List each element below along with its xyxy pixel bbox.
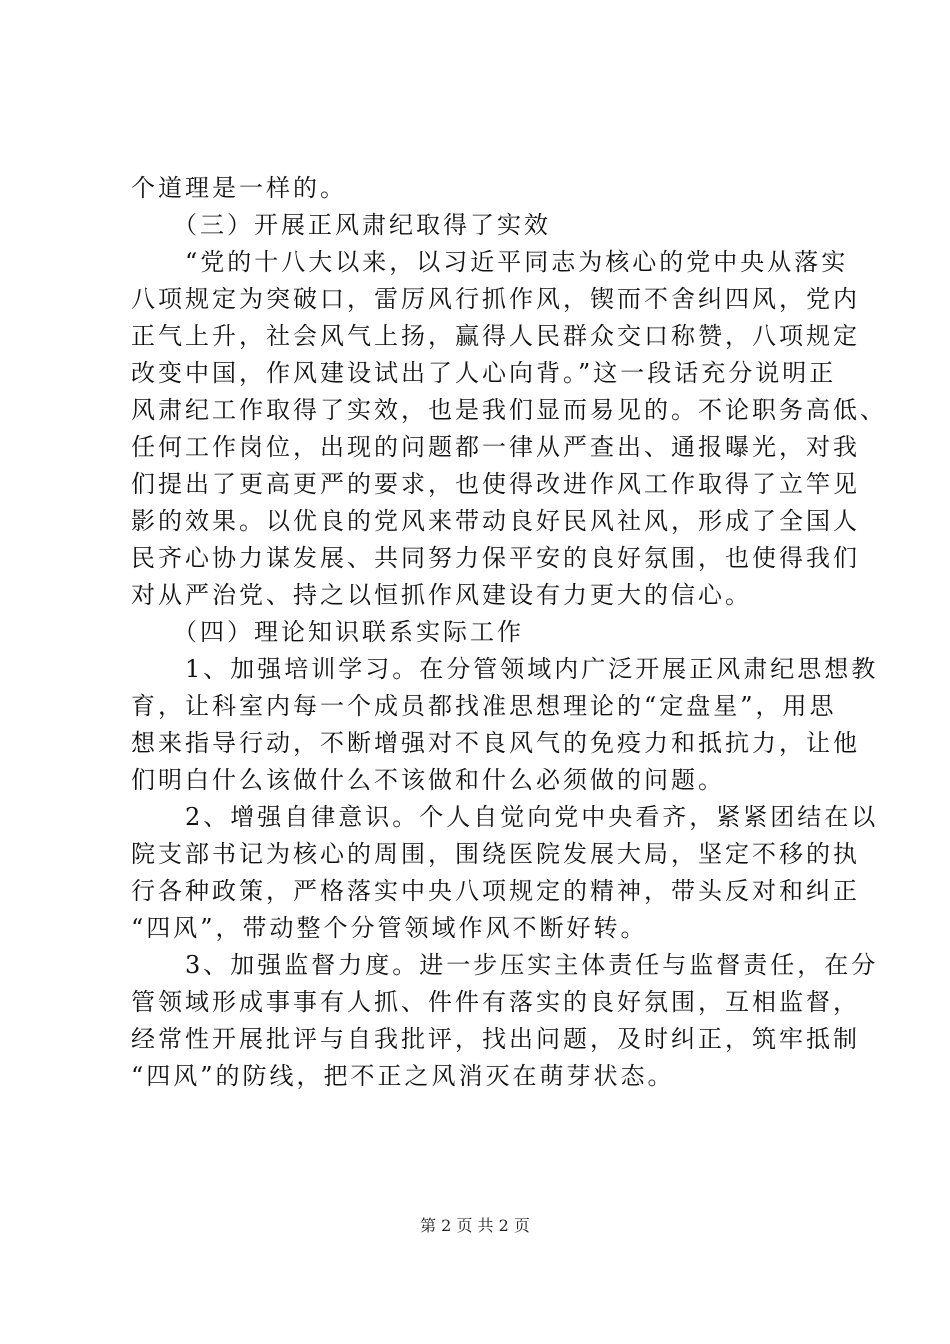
document-body: [131, 170, 887, 1095]
text-line: “党的十八大以来，以习近平同志为核心的党中央从落实: [131, 248, 849, 276]
text-line: 经常性开展批评与自我批评，找出问题，及时纠正，筑牢抵制: [131, 1025, 860, 1053]
section-heading-3: （三）开展正风肃纪取得了实效: [131, 211, 551, 239]
text-line: 们提出了更高更严的要求，也使得改进作风工作取得了立竿见: [131, 470, 860, 498]
text-line: 民齐心协力谋发展、共同努力保平安的良好氛围，也使得我们: [131, 544, 860, 572]
text-line: 任何工作岗位，出现的问题都一律从严查出、通报曝光，对我: [131, 433, 860, 461]
text-line: 想来指导行动，不断增强对不良风气的免疫力和抵抗力，让他: [131, 729, 860, 757]
text-line: 正气上升，社会风气上扬，赢得人民群众交口称赞，八项规定: [131, 322, 860, 350]
text-line: 管领域形成事事有人抓、件件有落实的良好氛围，互相监督，: [131, 988, 860, 1016]
text-line: 影的效果。以优良的党风来带动良好民风社风，形成了全国人: [131, 507, 860, 535]
text-line: 们明白什么该做什么不该做和什么必须做的问题。: [131, 766, 725, 794]
text-line: 个道理是一样的。: [131, 174, 347, 202]
text-line: 育，让科室内每一个成员都找准思想理论的“定盘星”，用思: [131, 692, 837, 720]
text-line: 1、加强培训学习。在分管领域内广泛开展正风肃纪思想教: [131, 655, 879, 683]
text-line: 对从严治党、持之以恒抓作风建设有力更大的信心。: [131, 581, 752, 609]
page-footer: 第 2 页 共 2 页: [420, 1216, 530, 1235]
text-line: 2、增强自律意识。个人自觉向党中央看齐，紧紧团结在以: [131, 803, 879, 831]
text-line: 3、加强监督力度。进一步压实主体责任与监督责任，在分: [131, 951, 879, 979]
text-line: “四风”，带动整个分管领域作风不断好转。: [131, 914, 648, 942]
text-line: “四风”的防线，把不正之风消灭在萌芽状态。: [131, 1062, 675, 1090]
section-heading-4: （四）理论知识联系实际工作: [131, 618, 524, 646]
text-line: 风肃纪工作取得了实效，也是我们显而易见的。不论职务高低、: [131, 396, 887, 424]
text-line: 八项规定为突破口，雷厉风行抓作风，锲而不舍纠四风，党内: [131, 285, 860, 313]
text-line: 院支部书记为核心的周围，围绕医院发展大局，坚定不移的执: [131, 840, 860, 868]
text-line: 改变中国，作风建设试出了人心向背。”这一段话充分说明正: [131, 359, 837, 387]
text-line: 行各种政策，严格落实中央八项规定的精神，带头反对和纠正: [131, 877, 860, 905]
